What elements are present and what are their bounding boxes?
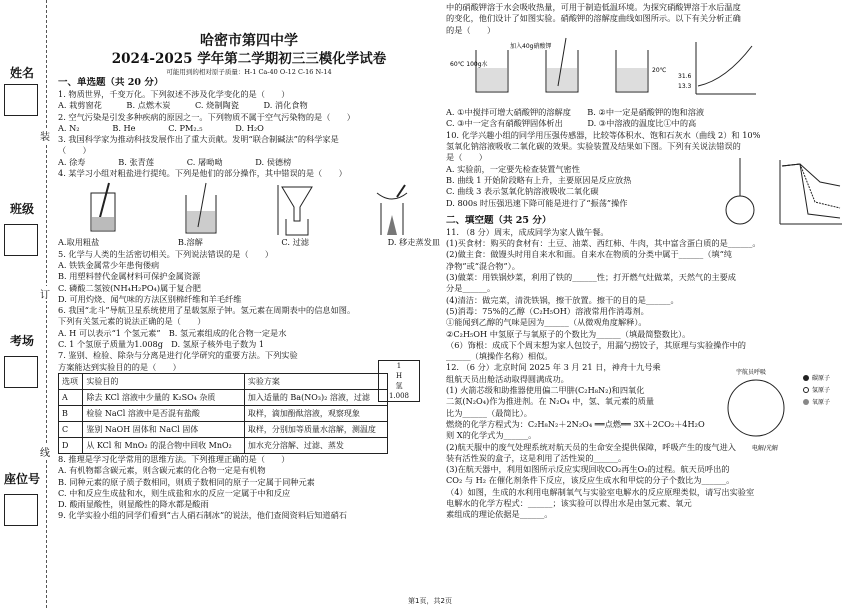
figure-label-c: C. 过滤 (281, 237, 309, 248)
table-cell: 从 KCl 和 MnO₂ 的混合物中回收 MnO₂ (83, 437, 245, 453)
section-2-title: 二、填空题（共 25 分） (446, 214, 552, 226)
beaker-2-label: 加入40g硝酸钾 (510, 42, 552, 50)
atomic-masses: 可能用到的相对原子质量：H-1 Ca-40 O-12 C-16 N-14 (166, 68, 332, 76)
cut-char-xian: 线 (40, 444, 50, 459)
room-box[interactable] (4, 356, 38, 388)
table-cell: 鉴别 NaOH 固体和 NaCl 固体 (83, 421, 245, 437)
evaporate-figure (367, 181, 417, 237)
electrolysis-label: 电解/光解 (752, 445, 779, 452)
legend-carbon: 碳原子 (812, 375, 831, 382)
element-card-hydrogen (378, 360, 420, 402)
table-header-row (59, 373, 388, 389)
question-line: (3)做菜：用铁锅炒菜，利用了铁的______性；打开燃气灶做菜，天然气的主要成 (446, 272, 736, 283)
table-cell: B (59, 405, 83, 421)
question-line: (2)做主食：做馒头时用自来水和面。自来水在物质的分类中属于______（填“纯 (446, 249, 732, 260)
cut-char-ding: 订 (40, 286, 50, 301)
question-line: 5. 化学与人类的生活密切相关。下列说法错误的是（ ） (58, 248, 274, 259)
seat-label: 座位号 (4, 472, 41, 486)
question-line: 9. 化学实验小组的同学们看到“古人硝石制冰”的说法，他们查阅资料后知道硝石 (58, 510, 347, 521)
option-line: A. 铁铁金属常少年患佝偻病 (58, 259, 160, 270)
exam-title: 2024-2025 学年第二学期初三三模化学试卷 (111, 51, 387, 67)
question-line: （6）饰根：成成下个周末想为家人包饺子，用漏勺捞饺子，其原理与实验操作中的 (446, 339, 746, 350)
option-line: A. H 可以表示“1 个氢元素” B. 氢元素组成的化合物一定是水 (58, 327, 287, 338)
table-cell: 除去 KCl 溶液中少量的 K₂SO₄ 杂质 (83, 389, 245, 405)
school-title: 哈密市第四中学 (200, 33, 298, 49)
option-line: C. 曲线 3 表示氢氧化钠溶液吸收二氧化碳 (446, 186, 599, 197)
question-line: 是（ ） (446, 152, 487, 163)
page-footer: 第1页，共2页 (408, 597, 452, 605)
question-line: 6. 我国“北斗”导航卫星系统使用了星载氢原子钟。氢元素在周期表中的信息如图。 (58, 305, 356, 316)
figure-label-b: B.溶解 (177, 237, 203, 248)
question-line: 下列有关氢元素的说法正确的是（ ） (58, 316, 206, 327)
question-line: (4)清洁：做完菜，清洗铁锅，擦干放置。擦干的目的是______。 (446, 294, 679, 305)
kno3-experiment-figure (446, 36, 846, 104)
atomic-number: 1 (396, 362, 402, 370)
table-cell: 加水充分溶解、过滤、蒸发 (244, 437, 387, 453)
question-line: 1. 物质世界，千变万化。下列叙述不涉及化学变化的是（ ） (58, 89, 290, 99)
option-line: D. 800s 时压强迅速下降可能是进行了“振荡”操作 (446, 197, 628, 208)
question-line: 4. 某学习小组对粗盐进行提纯。下列是他们的部分操作，其中错误的是（ ） (58, 168, 347, 179)
legend-oxygen: 氧原子 (812, 399, 831, 406)
question-line: 11. （8 分）周末，成成同学为家人做午餐。 (446, 226, 609, 237)
room-label: 考场 (10, 334, 35, 348)
lab-figures (58, 179, 440, 237)
table-cell: 检验 NaCl 溶液中是否混有盐酸 (83, 405, 245, 421)
beaker-3-label: 20℃ (652, 66, 667, 74)
left-column (58, 0, 440, 522)
name-label: 姓名 (10, 66, 35, 80)
question-line: 2. 空气污染是引发多种疾病的原因之一。下列物质不属于空气污染物的是（ ） (58, 111, 355, 122)
question-line: (3)在航天器中，利用如图所示反应实现回收CO₂再生O₂的过程。航天员呼出的 (446, 464, 730, 475)
question-line: 的是（ ） (446, 24, 496, 35)
option-line: A. N₂ B. He C. PM₂.₅ D. H₂O (58, 122, 264, 133)
option-line: A. 徐寿 B. 张青莲 C. 屠呦呦 D. 侯德榜 (58, 156, 292, 167)
table-cell: D (59, 437, 83, 453)
table-cell: C (59, 421, 83, 437)
experiment-table (58, 373, 388, 454)
salt-jar-figure (81, 181, 131, 237)
question-line: 装有活性炭的盒子，这是利用了活性炭的______。 (446, 452, 627, 463)
table-row (59, 405, 388, 421)
question-line: （ ） (58, 145, 91, 156)
option-line: A. 实验前，一定要先检查装置气密性 (446, 163, 580, 174)
question-line: 的变化，他们设计了如图实验。硝酸钾的溶解度曲线如图所示。以下有关分析正确 (446, 13, 741, 24)
figure-labels (58, 237, 440, 248)
curve-label-2: 13.3 (678, 82, 692, 90)
table-cell: 取样，滴加酚酞溶液，观察现象 (244, 405, 387, 421)
beaker-1-label: 60℃ 100g水 (450, 60, 488, 68)
question-line: ______（填操作名称）相似。 (446, 351, 553, 362)
question-line: 组航天员出舱活动取得圆满成功。 (446, 373, 569, 384)
table-header: 选项 (59, 373, 83, 389)
table-header: 实验方案 (244, 373, 387, 389)
question-line: 8. 推理是学习化学常用的思维方法。下列推理正确的是（ ） (58, 453, 290, 464)
table-row (59, 389, 388, 405)
option-line: C. ③中一定含有硝酸钾固体析出 D. ③中溶液的温度比①中的高 (446, 118, 697, 129)
question-line: (1)买食材：购买的食材有：土豆、油菜、西红柿、牛肉，其中富含蛋白质的是______。 (446, 238, 761, 249)
table-header: 实验目的 (83, 373, 245, 389)
curve-label-1: 31.6 (678, 72, 692, 80)
question-line: 氢氧化钠溶液吸收二氧化碳的效果。实验装置及结果如下图。下列有关说法错误的 (446, 141, 741, 152)
name-box[interactable] (4, 84, 38, 116)
question-line: （4）如图，生成的水利用电解制氧气与实验室电解水的反应原理类似，请写出实验室 (446, 486, 755, 497)
question-line: 分是______。 (446, 283, 496, 294)
option-line: A. 栽剪窗花 B. 点燃木炭 C. 烧制陶瓷 D. 消化食物 (58, 100, 308, 111)
option-line: D. 可用灼烧、闻气味的方法区别棉纤维和羊毛纤维 (58, 293, 242, 304)
binding-strip (0, 0, 50, 608)
figure-label-a: A.取用粗盐 (58, 237, 100, 248)
co2-cycle-figure (700, 364, 850, 452)
question-line: 12. （6 分）北京时间 2025 年 3 月 21 日，神舟十九号乘 (446, 362, 661, 373)
legend-hydrogen: 氢原子 (812, 387, 831, 394)
table-row (59, 437, 388, 453)
question-line: 7. 鉴别、检验、除杂与分离是进行化学研究的重要方法。下列实验 (58, 350, 298, 361)
element-symbol: H (395, 372, 403, 380)
question-line: ②C₂H₅OH 中氢原子与氧原子的个数比为______（填最简整数比）。 (446, 328, 691, 339)
table-cell: A (59, 389, 83, 405)
cut-line (46, 0, 47, 608)
question-line: ①能闻到乙醇的气味是因为______（从微观角度解释）。 (446, 317, 647, 328)
option-line: D. 酸雨显酸性，则显酸性的降水都是酸雨 (58, 499, 209, 510)
question-line: 10. 化学兴趣小组的同学用压强传感器，比较等体积水、饱和石灰水（曲线 2）和 10% (446, 129, 761, 140)
beaker-figure (176, 181, 226, 237)
seat-box[interactable] (4, 494, 38, 526)
element-name: 氢 (395, 382, 403, 390)
pressure-apparatus-figure (720, 152, 846, 232)
question-line: 中的硝酸钾溶于水会吸收热量，可用于制造低温环境。为探究硝酸钾溶于水后温度 (446, 2, 741, 12)
question-line: 方案能达到实验目的的是（ ） (58, 361, 181, 372)
figure-label-d: D. 移走蒸发皿 (387, 237, 440, 248)
table-cell: 加入适量的 Ba(NO₃)₂ 溶液，过滤 (244, 389, 387, 405)
question-line: 3. 我国科学家为推动科技发展作出了重大贡献。发明“联合制碱法”的科学家是 (58, 134, 339, 145)
question-line: 燃烧的化学方程式为：C₂H₈N₂＋2N₂O₄ ══点燃══ 3X＋2CO₂＋4H₂O (446, 418, 705, 429)
filter-figure (272, 181, 322, 237)
breath-label: 宇航员呼吸 (736, 369, 767, 376)
atomic-mass: 1.008 (388, 392, 410, 400)
option-line: C. 磷酸二氢铵(NH₄H₂PO₄)属于复合肥 (58, 282, 201, 293)
option-line: C. 中和反应生成盐和水，则生成盐和水的反应一定属于中和反应 (58, 487, 291, 498)
question-line: (2)航天服中的废气处理系统对航天员的生命安全提供保障，呼吸产生的废气进入 (446, 441, 736, 452)
question-line: (1) 火箭芯级和助推器使用偏二甲肼(C₂H₈N₂)和四氧化 (446, 385, 645, 396)
question-line: (5)消毒：75%的乙醇（C₂H₅OH）溶液常用作消毒剂。 (446, 305, 649, 316)
question-line: 素组成的理论依据是______。 (446, 509, 553, 520)
table-row (59, 421, 388, 437)
option-line: B. 同种元素的原子质子数相同，则质子数相同的原子一定属于同种元素 (58, 476, 315, 487)
question-line: 电解水的化学方程式：______；该实验可以得出水是由氢元素、氧元 (446, 497, 692, 508)
cut-char-zhuang: 装 (40, 128, 50, 143)
section-1-title: 一、单选题（共 20 分） (58, 77, 164, 88)
option-line: B. 用塑料替代金属材料可保护金属资源 (58, 271, 201, 282)
option-line: C. 1 个氢原子质量为1.008g D. 氢原子核外电子数为 1 (58, 339, 265, 350)
question-line: 净物”或“混合物”）。 (446, 260, 520, 271)
question-line: CO₂ 与 H₂ 在催化剂条件下反应，该反应生成水和甲烷的分子个数比为______。 (446, 475, 735, 486)
option-line: A. 有机物都含碳元素，则含碳元素的化合物一定是有机物 (58, 465, 266, 476)
question-line: 比为______（最简比）。 (446, 407, 532, 418)
option-line: A. ①中搅拌可增大硝酸钾的溶解度 B. ②中一定是硝酸钾的饱和溶液 (446, 107, 705, 118)
table-cell: 取样，分别加等质量水溶解，测温度 (244, 421, 387, 437)
question-line: 则 X的化学式为______。 (446, 430, 537, 441)
option-line: B. 曲线 1 开始阶段略有上升，主要原因是反应放热 (446, 174, 632, 185)
class-label: 班级 (10, 202, 35, 216)
class-box[interactable] (4, 224, 38, 256)
question-line: 二氮(N₂O₄)作为推进剂。在 N₂O₄ 中，氢、氧元素的质量 (446, 396, 655, 407)
